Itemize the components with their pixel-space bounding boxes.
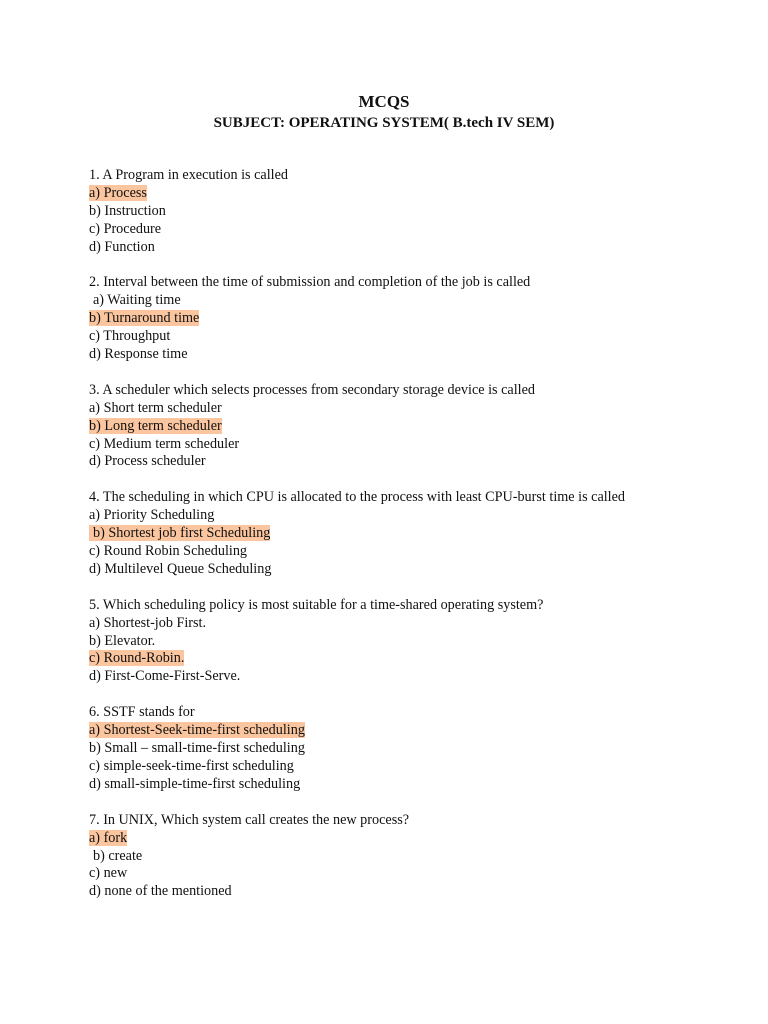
option-c [89,436,749,454]
option-b [89,848,749,866]
option-c [89,328,749,346]
question-6 [89,704,749,793]
option-a [89,722,749,740]
option-text: d) Multilevel Queue Scheduling [89,560,272,577]
option-c [89,650,749,668]
option-a [89,830,749,848]
question-2 [89,274,749,363]
option-d [89,668,749,686]
option-text: c) Round Robin Scheduling [89,543,248,560]
option-text: b) Elevator. [89,632,156,649]
option-b [89,740,749,758]
option-text: c) new [89,865,128,882]
option-text: c) Round-Robin. [89,650,185,667]
option-d [89,346,749,364]
option-text: b) Shortest job first Scheduling [89,525,270,541]
option-text: d) Process scheduler [89,453,206,470]
option-text: a) Process [89,184,147,201]
option-d [89,453,749,471]
option-text: b) Turnaround time [89,310,200,327]
option-text: b) create [93,847,143,864]
option-a [89,292,749,310]
option-text: c) simple-seek-time-first scheduling [89,757,294,774]
question-text: 7. In UNIX, Which system call creates the new process? [89,811,410,828]
option-text: d) small-simple-time-first scheduling [89,775,301,792]
question-text: 4. The scheduling in which CPU is allocated to the process with least CPU-burst time is called [89,489,626,506]
option-text: b) Small – small-time-first scheduling [89,740,305,757]
question-7 [89,812,749,901]
question-text: 5. Which scheduling policy is most suitable for a time-shared operating system? [89,596,544,613]
option-c [89,758,749,776]
option-b [89,418,749,436]
option-text: c) Throughput [89,328,171,345]
option-d [89,561,749,579]
option-a [89,185,749,203]
option-a [89,507,749,525]
option-b [89,525,749,543]
question-list [89,167,749,919]
option-text: a) Priority Scheduling [89,507,215,524]
option-d [89,239,749,257]
question-text: 1. A Program in execution is called [89,167,288,183]
option-c [89,221,749,239]
option-b [89,310,749,328]
option-b [89,203,749,221]
option-a [89,400,749,418]
option-text: d) Function [89,238,155,255]
option-text: d) Response time [89,346,188,363]
option-d [89,883,749,901]
option-text: a) Short term scheduler [89,399,222,416]
option-text: c) Medium term scheduler [89,435,240,452]
option-text: a) Waiting time [93,292,181,309]
option-text: b) Long term scheduler [89,417,222,434]
option-text: c) Procedure [89,220,162,237]
question-text: 6. SSTF stands for [89,704,195,721]
option-text: a) Shortest-job First. [89,614,207,631]
question-3 [89,382,749,471]
option-c [89,865,749,883]
page-title: MCQS [358,92,410,111]
question-5 [89,597,749,686]
question-4 [89,489,749,578]
page-subtitle: SUBJECT: OPERATING SYSTEM( B.tech IV SEM) [213,115,555,131]
option-text: d) none of the mentioned [89,883,232,900]
question-1 [89,167,749,256]
question-text: 3. A scheduler which selects processes from secondary storage device is called [89,381,535,398]
option-text: a) fork [89,829,128,846]
option-text: d) First-Come-First-Serve. [89,668,241,685]
option-text: a) Shortest-Seek-time-first scheduling [89,722,305,739]
option-c [89,543,749,561]
option-b [89,633,749,651]
option-text: b) Instruction [89,202,166,219]
option-d [89,776,749,794]
question-text: 2. Interval between the time of submission and completion of the job is called [89,274,531,291]
option-a [89,615,749,633]
